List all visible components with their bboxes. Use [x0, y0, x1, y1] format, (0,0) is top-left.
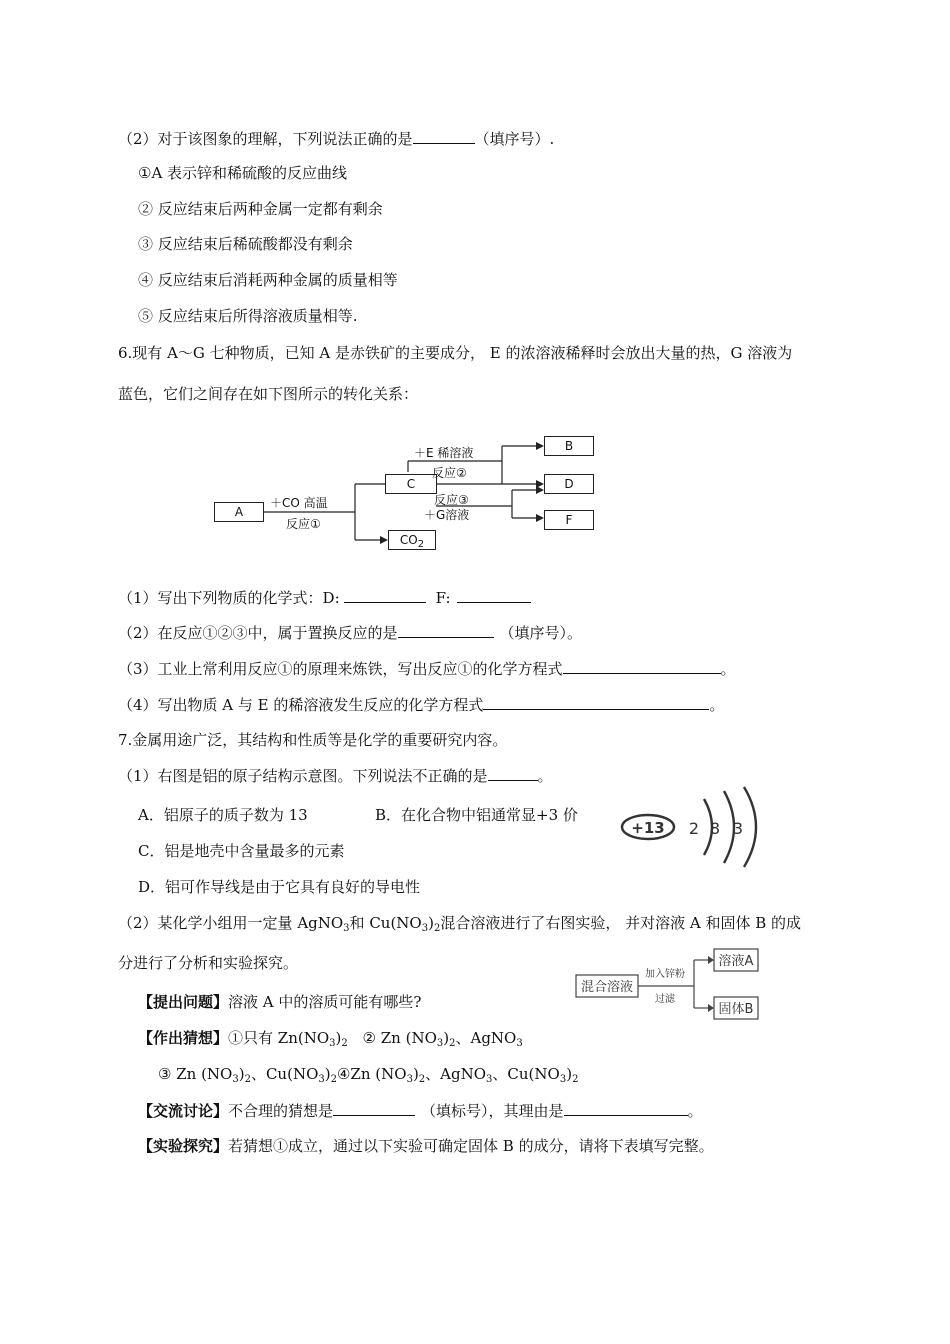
q7-option-a: A．铝原子的质子数为 13 [138, 806, 308, 824]
q7-stem: 7.金属用途广泛，其结构和性质等是化学的重要研究内容。 [118, 731, 508, 749]
q6-sub3: （3）工业上常利用反应①的原理来炼铁，写出反应①的化学方程式 。 [118, 660, 736, 678]
node-co2: $CO_2$ [388, 530, 436, 550]
q7-question: 【提出问题】溶液 A 中的溶质可能有哪些? [138, 993, 422, 1011]
q7-sub1: （1）右图是铝的原子结构示意图。下列说法不正确的是 。 [118, 767, 553, 785]
cond2-bottom: 反应② [432, 466, 467, 480]
q5-option-3: ③ 反应结束后稀硫酸都没有剩余 [138, 235, 353, 253]
atom-shell-2: 8 [709, 819, 721, 838]
flow-solid-b: 固体B [718, 1002, 754, 1017]
q7-guess-line2: ③ Zn $(NO_3)_2$、$Cu(NO_3)_2④Zn$ $(NO_3)_2$、AgNO$_3$、$Cu(NO_3)_2$ [158, 1065, 579, 1085]
q7-option-c: C．铝是地壳中含量最多的元素 [138, 842, 345, 860]
q6-sub2-blank[interactable] [398, 622, 494, 638]
cond1-bottom: 反应① [286, 517, 321, 531]
q6-stem-line1: 6.现有 A～G 七种物质，已知 A 是赤铁矿的主要成分， E 的浓溶液稀释时会放出大量的热，G 溶液为 [118, 344, 793, 362]
q7-guess-blank[interactable] [333, 1100, 415, 1116]
q7-experiment: 【实验探究】若猜想①成立，通过以下实验可确定固体 B 的成分，请将下表填写完整。 [138, 1137, 714, 1155]
q5-option-4: ④ 反应结束后消耗两种金属的质量相等 [138, 271, 398, 289]
cond2-top: ＋E 稀溶液 [414, 446, 474, 460]
node-b: B [544, 436, 594, 456]
q7-option-b: B．在化合物中铝通常显+3 价 [375, 806, 578, 824]
q6-sub1: （1）写出下列物质的化学式：D: F: [118, 587, 531, 608]
q7-discussion: 【交流讨论】不合理的猜想是 （填标号），其理由是 。 [138, 1102, 703, 1120]
q7-sub2-line2: 分进行了分析和实验探究。 [118, 954, 299, 972]
flow-solution-a: 溶液A [718, 954, 754, 969]
cond3-top: 反应③ [434, 493, 469, 507]
flow-mix: 混合溶液 [580, 980, 634, 995]
q5-option-1: ①A 表示锌和稀硫酸的反应曲线 [138, 164, 348, 182]
q5-sub2: （2）对于该图象的理解，下列说法正确的是 （填序号）. [118, 130, 555, 148]
flow-filter: 过滤 [655, 994, 675, 1005]
node-a: A [214, 502, 264, 522]
cond1-top: ＋CO 高温 [270, 496, 328, 510]
q6-sub3-blank[interactable] [563, 658, 721, 674]
aluminum-atom-diagram [610, 785, 780, 869]
q6-diagram-lines [0, 0, 950, 560]
q6-sub4-blank[interactable] [483, 694, 709, 710]
q6-sub4: （4）写出物质 A 与 E 的稀溶液发生反应的化学方程式 。 [118, 696, 725, 714]
node-d: D [544, 474, 594, 494]
flow-add: 加入锌粉 [645, 969, 685, 980]
cond3-bottom: ＋G溶液 [424, 508, 470, 522]
q7-option-d: D．铝可作导线是由于它具有良好的导电性 [138, 878, 421, 896]
node-f: F [544, 510, 594, 530]
q7-reason-blank[interactable] [564, 1100, 688, 1116]
node-c: C [385, 474, 437, 494]
q7-sub2-line1: （2）某化学小组用一定量 AgNO$_3$和 $Cu(NO_3)_2$混合溶液进行了右图实验， 并对溶液 A 和固体 B 的成 [118, 914, 802, 934]
q6-stem-line2: 蓝色，它们之间存在如下图所示的转化关系： [118, 385, 419, 403]
q6-sub2: （2）在反应①②③中，属于置换反应的是 （填序号）。 [118, 624, 583, 642]
q7-guess-line1: 【作出猜想】①只有 $Zn(NO_3)_2$ ② Zn $(NO_3)_2$、AgNO$_3$ [138, 1029, 523, 1049]
q6-d-blank[interactable] [344, 587, 426, 603]
atom-nucleus: +13 [631, 819, 665, 837]
q6-f-blank[interactable] [457, 587, 531, 603]
q7-sub1-blank[interactable] [488, 765, 538, 781]
q5-option-5: ⑤ 反应结束后所得溶液质量相等. [138, 307, 358, 325]
atom-shell-3: 3 [732, 819, 744, 838]
experiment-flow-diagram [572, 945, 762, 1025]
atom-shell-1: 2 [688, 819, 700, 838]
q5-option-2: ② 反应结束后两种金属一定都有剩余 [138, 200, 383, 218]
